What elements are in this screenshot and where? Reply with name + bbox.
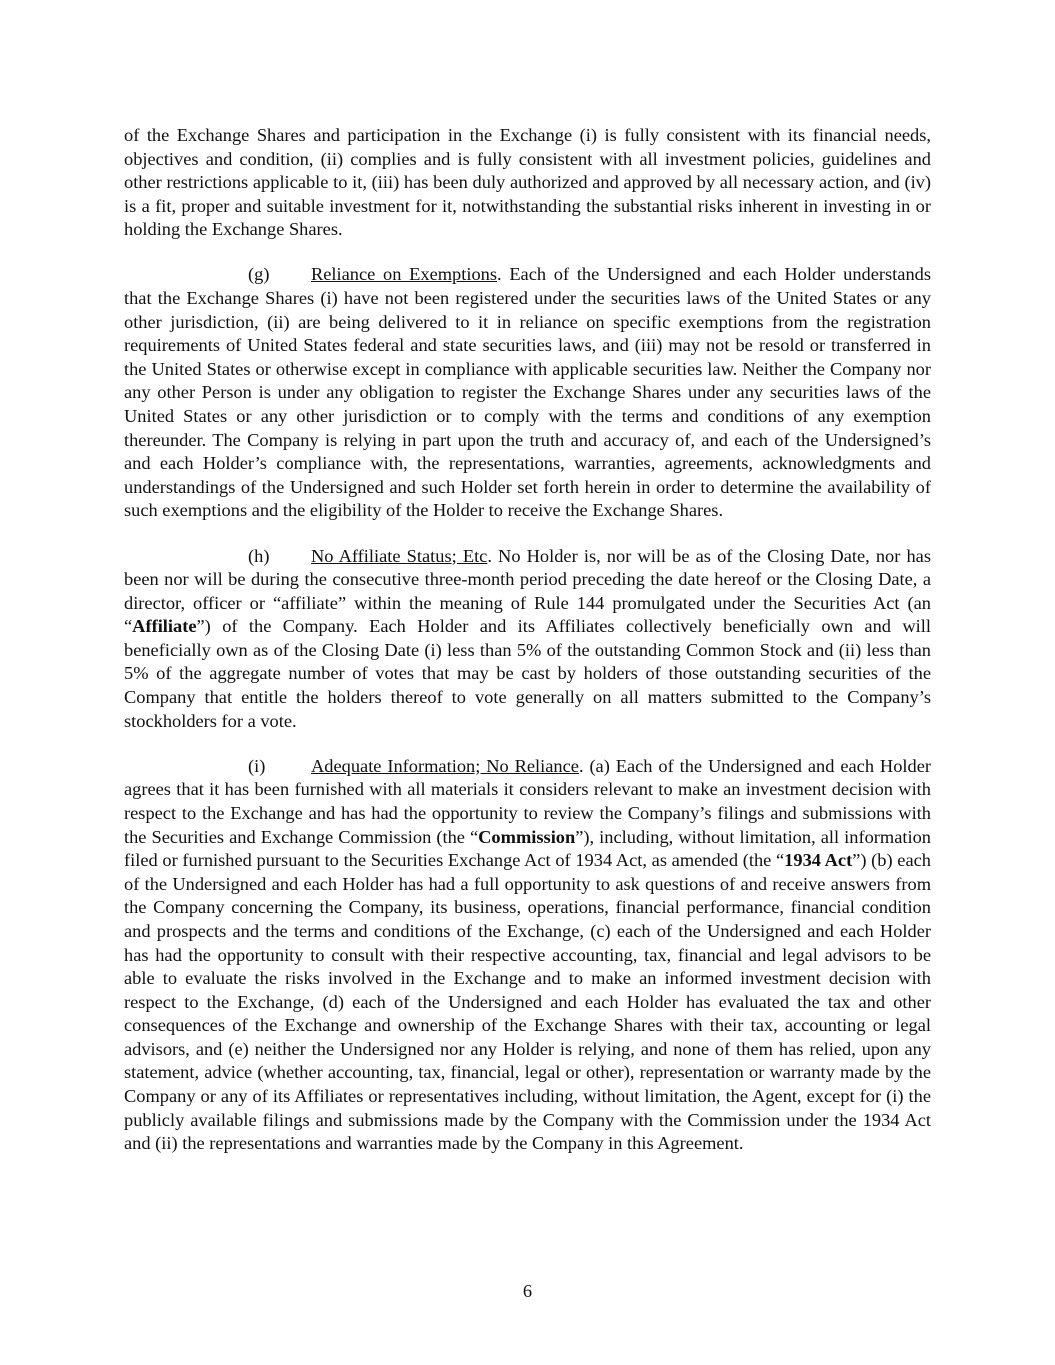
paragraph-text: . Each of the Undersigned and each Holder understands that the Exchange Shares (i) have not been registered under the securities laws of the United States or any other jurisdiction, (ii) are being delivered to it in reliance on specific exemptions from the registration requirements of United States federal and state securities laws, and (iii) may not be resold or transferred in the United States or otherwise except in compliance with applicable securities law. Neither the Company nor any other Person is under any obligation to register the Exchange Shares under any securities laws of the United States or any other jurisdiction or to comply with the terms and conditions of any exemption thereunder. The Company is relying in part upon the truth and accuracy of, and each of the Undersigned’s and each Holder’s compliance with, the representations, warranties, agreements, acknowledgments and understandings of the Undersigned and such Holder set forth herein in order to determine the availability of such exemptions and the eligibility of the Holder to receive the Exchange Shares. [124,264,931,521]
paragraph-text: of the Exchange Shares and participation in the Exchange (i) is fully consistent with its financial needs, objectives and condition, (ii) complies and is fully consistent with all investment policies, guidelines and other restrictions applicable to it, (iii) has been duly authorized and approved by all necessary action, and (iv) is a fit, proper and suitable investment for it, notwithstanding the substantial risks inherent in investing in or holding the Exchange Shares. [124,125,931,240]
paragraph-g-reliance-on-exemptions [124,263,931,523]
document-page [124,124,931,1156]
defined-term: Affiliate [132,616,197,637]
section-label: (h) [248,545,270,566]
paragraph-text: ”) (b) each of the Undersigned and each Holder has had a full opportunity to ask questions of and receive answers from the Company concerning the Company, its business, operations, financial performance, financial condition and prospects and the terms and conditions of the Exchange, (c) each of the Undersigned and each Holder has had the opportunity to consult with their respective accounting, tax, financial and legal advisors to be able to evaluate the risks involved in the Exchange and to make an informed investment decision with respect to the Exchange, (d) each of the Undersigned and each Holder has evaluated the tax and other consequences of the Exchange and ownership of the Exchange Shares with their tax, accounting or legal advisors, and (e) neither the Undersigned nor any Holder is relying, and none of them has relied, upon any statement, advice (whether accounting, tax, financial, legal or other), representation or warranty made by the Company or any of its Affiliates or representatives including, without limitation, the Agent, except for (i) the publicly available filings and submissions made by the Company with the Commission under the 1934 Act and (ii) the representations and warranties made by the Company in this Agreement. [124,850,931,1154]
section-heading: No Affiliate Status; Etc [311,545,488,566]
paragraph-text: . (a) Each of the Undersigned and each Holder agrees that it has been furnished with all materials it considers relevant to make an investment decision with respect to the Exchange and has had the opportunity to review the Company’s filings and submissions with the Securities and Exchange Commission (the “ [124,755,931,847]
defined-term: 1934 Act [784,850,853,871]
section-label: (g) [248,264,270,285]
paragraph-text: . No Holder is, nor will be as of the Closing Date, nor has been nor will be during the consecutive three-month period preceding the date hereof or the Closing Date, a director, officer or “affiliate” within the meaning of Rule 144 promulgated under the Securities Act (an “ [124,545,931,637]
defined-term: Commission [478,826,576,847]
section-heading: Adequate Information; No Reliance [311,755,579,776]
paragraph-h-no-affiliate-status [124,545,931,734]
paragraph-i-adequate-information [124,755,931,1156]
paragraph-continuation [124,124,931,242]
section-label: (i) [248,755,266,776]
paragraph-text: ”), including, without limitation, all information filed or furnished pursuant to the Securities Exchange Act of 1934 Act, as amended (the “ [124,826,931,871]
page-number: 6 [522,1281,533,1301]
section-heading: Reliance on Exemptions [311,264,498,285]
paragraph-text: ”) of the Company. Each Holder and its Affiliates collectively beneficially own and will beneficially own as of the Closing Date (i) less than 5% of the outstanding Common Stock and (ii) less than 5% of the aggregate number of votes that may be cast by holders of those outstanding securities of the Company that entitle the holders thereof to vote generally on all matters submitted to the Company’s stockholders for a vote. [124,616,931,731]
